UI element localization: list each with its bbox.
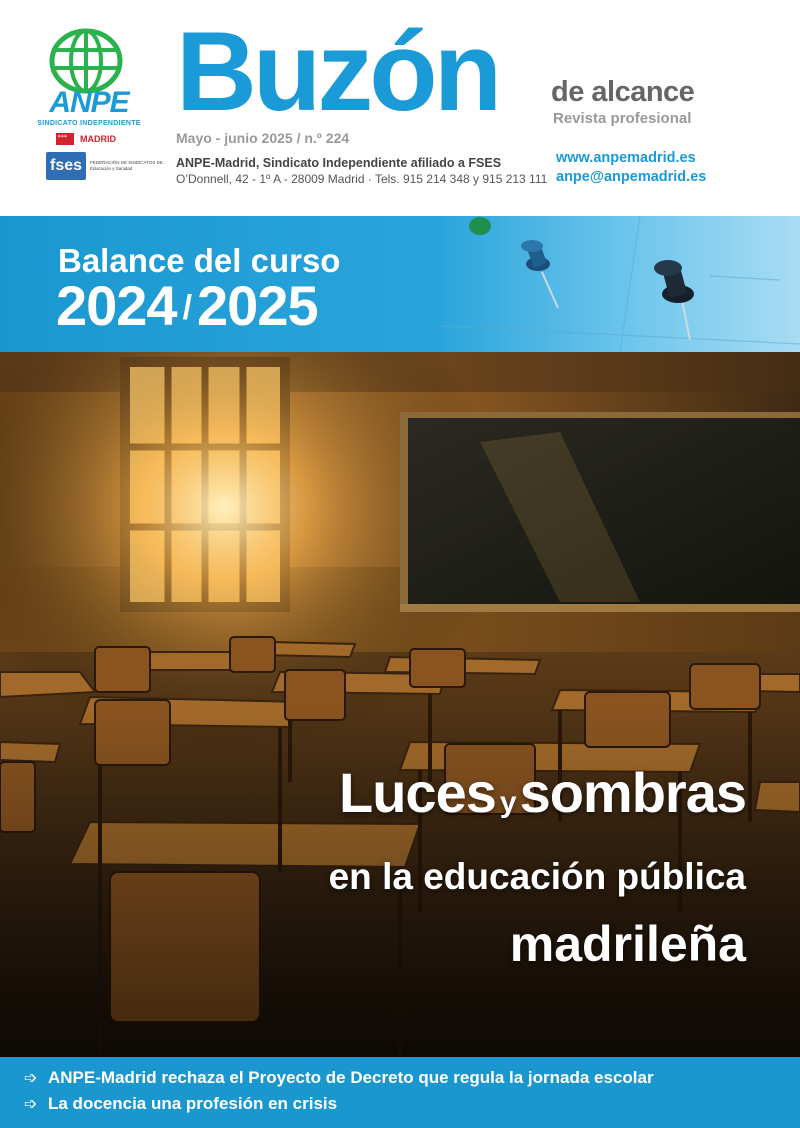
footer-item[interactable] xyxy=(24,1091,800,1117)
headline-line2: en la educación pública xyxy=(328,856,746,897)
arrow-right-icon: ➩ xyxy=(24,1096,38,1113)
year-end: 2025 xyxy=(197,274,318,337)
fses-logo xyxy=(46,152,178,180)
headline-line3: madrileña xyxy=(509,916,746,972)
balance-banner xyxy=(0,216,800,352)
madrid-flag-icon xyxy=(56,133,74,145)
header xyxy=(0,0,800,216)
cover-headline xyxy=(329,760,746,976)
email-link[interactable]: anpe@anpemadrid.es xyxy=(556,169,707,185)
issue-info: Mayo - junio 2025 / n.º 224 xyxy=(176,130,350,146)
magazine-tagline: Revista profesional xyxy=(553,110,692,127)
anpe-wordmark: ANPE xyxy=(49,86,129,119)
globe-icon xyxy=(46,28,126,94)
footer-item-text: ANPE-Madrid rechaza el Proyecto de Decreto que regula la jornada escolar xyxy=(48,1068,654,1087)
address: O’Donnell, 42 - 1º A - 28009 Madrid · Tels. 915 214 348 y 915 213 111 xyxy=(176,172,548,186)
madrid-label: MADRID xyxy=(80,134,116,144)
year-slash: / xyxy=(182,289,192,327)
website-link[interactable]: www.anpemadrid.es xyxy=(556,150,696,166)
push-pins-illustration xyxy=(440,216,800,352)
headline-word1: Luces xyxy=(339,761,496,824)
banner-year xyxy=(56,274,318,340)
headline-word2: sombras xyxy=(519,761,746,824)
banner-title: Balance del curso xyxy=(58,242,341,279)
pin-icon xyxy=(654,260,694,340)
arrow-right-icon: ➩ xyxy=(24,1070,38,1087)
affiliation: ANPE-Madrid, Sindicato Independiente afiliado a FSES xyxy=(176,156,502,170)
footer-item[interactable] xyxy=(24,1065,800,1091)
cover-footer xyxy=(0,1057,800,1128)
madrid-logo xyxy=(56,132,116,146)
year-start: 2024 xyxy=(56,274,177,337)
headline-line1 xyxy=(329,760,746,836)
magazine-title: Buzón xyxy=(176,9,499,134)
anpe-subtitle: SINDICATO INDEPENDIENTE xyxy=(37,120,141,127)
fses-caption: FEDERACIÓN DE SINDICATOS DE Educación y Sanidad xyxy=(90,160,163,171)
magazine-subtitle: de alcance xyxy=(551,76,695,108)
pin-icon xyxy=(521,240,558,308)
fses-mark: fses xyxy=(46,152,86,180)
footer-item-text: La docencia una profesión en crisis xyxy=(48,1094,338,1113)
headline-connector: y xyxy=(499,786,516,819)
